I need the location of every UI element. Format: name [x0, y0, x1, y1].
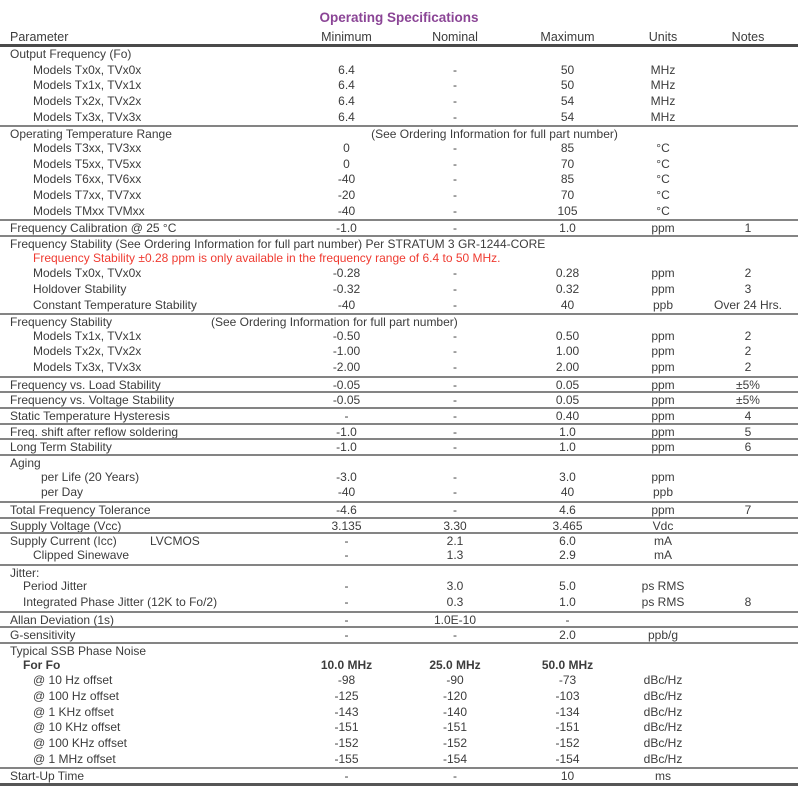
param-cell: Operating Temperature Range [10, 127, 172, 142]
min-cell: - [344, 548, 349, 562]
param-cell: Holdover Stability [33, 281, 127, 296]
units-cell: MHz [650, 93, 676, 108]
notes-cell: 1 [744, 221, 752, 236]
min-cell: - [344, 579, 349, 594]
nom-cell: - [453, 628, 457, 643]
table-row [0, 532, 798, 548]
min-cell: - [344, 409, 349, 424]
units-cell: ppm [651, 409, 675, 424]
param-cell: Models T3xx, TV3xx [33, 140, 142, 155]
nom-cell: - [453, 344, 457, 359]
section-row [0, 313, 798, 329]
param-cell: Frequency Calibration @ 25 °C [10, 221, 177, 236]
nom-cell: 2.1 [446, 534, 464, 549]
param-cell: Output Frequency (Fo) [10, 47, 132, 61]
min-cell: -125 [334, 688, 359, 703]
table-row [0, 266, 798, 282]
table-row [0, 110, 798, 126]
section-row [0, 642, 798, 658]
nom-cell: -151 [442, 720, 468, 735]
units-cell: ppm [651, 328, 675, 343]
table-row [0, 172, 798, 188]
units-cell: ppm [651, 503, 675, 518]
nom-cell: - [453, 62, 457, 77]
param-cell: Models T5xx, TV5xx [33, 156, 142, 171]
table-row [0, 720, 798, 736]
column-header-nominal: Nominal [432, 30, 478, 44]
column-header-notes: Notes [731, 30, 765, 44]
min-cell: -143 [334, 704, 359, 719]
max-cell: 40 [560, 297, 575, 312]
table-row [0, 157, 798, 173]
max-cell: 0.32 [555, 281, 580, 296]
nom-cell: -90 [446, 673, 464, 688]
min-cell: 6.4 [338, 109, 355, 124]
units-cell: ppb/g [647, 628, 679, 643]
units-cell: dBc/Hz [643, 673, 683, 688]
min-cell: -1.0 [336, 440, 357, 455]
min-cell: 6.4 [338, 62, 355, 77]
spanning-note: (See Ordering Information for full part number) [211, 315, 458, 330]
min-cell: -40 [337, 203, 356, 218]
max-cell: -151 [555, 720, 580, 735]
max-cell: 2.00 [555, 360, 580, 375]
min-cell: -20 [337, 187, 356, 202]
param-cell: @ 100 KHz offset [33, 735, 128, 750]
notes-cell: ±5% [736, 377, 760, 392]
table-row [0, 94, 798, 110]
nom-cell: - [453, 221, 457, 236]
param-cell: Constant Temperature Stability [33, 297, 197, 312]
param-cell: Frequency Stability [10, 315, 113, 330]
max-cell: 5.0 [559, 579, 576, 594]
nom-cell: - [453, 266, 457, 281]
table-row [0, 407, 798, 423]
table-row [0, 548, 798, 564]
param-cell: Models Tx1x, TVx1x [33, 78, 142, 93]
notes-cell: 4 [744, 409, 752, 424]
param-cell: Freq. shift after reflow soldering [10, 424, 179, 439]
nom-cell: - [453, 140, 457, 155]
table-row [0, 736, 798, 752]
param-cell: Models Tx0x, TVx0x [33, 62, 142, 77]
max-cell: 10 [560, 769, 575, 784]
units-cell: dBc/Hz [643, 751, 683, 766]
param-cell: Frequency Stability ±0.28 ppm is only available in the frequency range of 6.4 to 50 MHz. [33, 250, 501, 265]
table-row [0, 63, 798, 79]
nom-cell: - [453, 409, 457, 424]
nom-cell: - [453, 93, 457, 108]
table-row [0, 344, 798, 360]
nom-cell: -152 [442, 735, 468, 750]
min-cell: -1.00 [332, 344, 361, 359]
section-row [0, 47, 798, 63]
max-cell: -103 [555, 688, 580, 703]
param-cell: Supply Current (Icc) LVCMOS [10, 534, 200, 549]
nom-cell: - [453, 485, 457, 500]
param-cell: Aging [10, 456, 41, 471]
max-cell: 50 [560, 78, 575, 93]
table-body [0, 47, 798, 786]
max-cell: 1.00 [555, 344, 580, 359]
notes-cell: 6 [744, 440, 752, 455]
nom-cell: - [453, 424, 457, 439]
table-row [0, 188, 798, 204]
min-cell: -155 [334, 751, 359, 766]
notes-cell: 5 [744, 424, 752, 439]
units-cell: ppm [651, 393, 675, 408]
max-cell: 4.6 [559, 503, 576, 518]
max-cell: 70 [560, 187, 575, 202]
param-cell: Long Term Stability [10, 440, 112, 455]
nom-cell: - [453, 469, 457, 484]
min-cell: 10.0 MHz [320, 657, 373, 672]
min-cell: - [344, 769, 349, 784]
param-cell: Frequency Stability (See Ordering Information for full part number) Per STRATUM 3 GR-1244-CORE [10, 236, 546, 251]
param-cell: @ 10 Hz offset [33, 673, 113, 688]
nom-cell: - [453, 360, 457, 375]
units-cell: mA [654, 534, 672, 549]
max-cell: -152 [555, 735, 580, 750]
max-cell: 0.50 [555, 328, 580, 343]
param-cell: Models TMxx TVMxx [33, 203, 145, 218]
units-cell: ps RMS [641, 594, 685, 609]
min-cell: - [344, 628, 349, 643]
table-row [0, 391, 798, 407]
table-row [0, 360, 798, 376]
param-cell: Models Tx3x, TVx3x [33, 360, 142, 375]
units-cell: MHz [650, 62, 676, 77]
units-cell: dBc/Hz [643, 735, 683, 750]
notes-cell: 2 [744, 266, 752, 281]
table-row [0, 438, 798, 454]
nom-cell: -140 [442, 704, 468, 719]
nom-cell: - [453, 769, 457, 784]
units-cell: MHz [650, 109, 676, 124]
max-cell: 0.40 [555, 409, 580, 424]
min-cell: -1.0 [336, 221, 357, 236]
table-row [0, 626, 798, 642]
nom-cell: - [453, 377, 457, 392]
units-cell: Vdc [652, 518, 674, 533]
nom-cell: 3.30 [443, 518, 467, 533]
table-row [0, 78, 798, 94]
param-cell: Frequency vs. Load Stability [10, 377, 161, 392]
min-cell: 3.135 [331, 518, 362, 533]
table-row [0, 611, 798, 627]
max-cell: 1.0 [559, 424, 576, 439]
max-cell: 50 [560, 62, 575, 77]
units-cell: ppm [651, 360, 675, 375]
table-row [0, 658, 798, 674]
units-cell: °C [656, 156, 670, 171]
table-row [0, 141, 798, 157]
table-row [0, 579, 798, 595]
param-cell: @ 1 MHz offset [33, 751, 116, 766]
min-cell: -3.0 [336, 469, 357, 484]
nom-cell: - [453, 78, 457, 93]
notes-cell: 2 [744, 328, 752, 343]
param-cell: Models Tx2x, TVx2x [33, 344, 142, 359]
max-cell: 2.9 [559, 548, 576, 562]
param-cell: Allan Deviation (1s) [10, 612, 115, 627]
section-row [0, 564, 798, 580]
table-row [0, 752, 798, 768]
param-cell: Models T6xx, TV6xx [33, 172, 142, 187]
min-cell: -98 [337, 673, 356, 688]
table-row [0, 219, 798, 235]
min-cell: -2.00 [332, 360, 361, 375]
param-cell: Models Tx1x, TVx1x [33, 328, 142, 343]
param-cell: @ 10 KHz offset [33, 720, 121, 735]
nom-cell: 3.0 [446, 579, 464, 594]
max-cell: 54 [560, 93, 575, 108]
min-cell: -0.50 [332, 328, 361, 343]
min-cell: -151 [334, 720, 359, 735]
max-cell: 0.28 [555, 266, 580, 281]
column-header-units: Units [648, 30, 678, 44]
nom-cell: - [453, 156, 457, 171]
nom-cell: - [453, 109, 457, 124]
units-cell: ms [655, 769, 671, 784]
nom-cell: 0.3 [446, 594, 464, 609]
units-cell: ppb [652, 485, 674, 500]
param-cell: For Fo [23, 657, 61, 672]
nom-cell: -154 [442, 751, 468, 766]
nom-cell: - [453, 503, 457, 518]
nom-cell: 1.0E-10 [433, 612, 477, 627]
max-cell: 0.05 [555, 377, 580, 392]
units-cell: ppm [651, 281, 675, 296]
nom-cell: - [453, 172, 457, 187]
table-row [0, 423, 798, 439]
units-cell: mA [654, 548, 672, 562]
param-cell: Models T7xx, TV7xx [33, 187, 142, 202]
table-row [0, 251, 798, 267]
param-cell: @ 1 KHz offset [33, 704, 114, 719]
table-row [0, 595, 798, 611]
min-cell: - [344, 534, 349, 549]
min-cell: 6.4 [338, 78, 355, 93]
max-cell: -154 [555, 751, 580, 766]
min-cell: -0.32 [332, 281, 361, 296]
param-cell: @ 100 Hz offset [33, 688, 120, 703]
units-cell: ppm [651, 424, 675, 439]
table-header [0, 28, 798, 47]
max-cell: 40 [560, 485, 575, 500]
max-cell: 0.05 [555, 393, 580, 408]
param-cell: Integrated Phase Jitter (12K to Fo/2) [23, 594, 218, 609]
nom-cell: - [453, 203, 457, 218]
param-cell: Start-Up Time [10, 769, 85, 784]
table-row [0, 501, 798, 517]
units-cell: °C [656, 140, 670, 155]
max-cell: - [565, 612, 570, 627]
nom-cell: - [453, 440, 457, 455]
notes-cell: 7 [744, 503, 752, 518]
units-cell: ppm [651, 469, 675, 484]
nom-cell: - [453, 393, 457, 408]
max-cell: 105 [557, 203, 578, 218]
min-cell: -4.6 [336, 503, 357, 518]
max-cell: 1.0 [559, 594, 576, 609]
max-cell: -134 [555, 704, 580, 719]
notes-cell: ±5% [736, 393, 760, 408]
min-cell: -152 [334, 735, 359, 750]
nom-cell: 25.0 MHz [429, 657, 481, 672]
notes-cell: Over 24 Hrs. [713, 297, 782, 312]
param-cell: Total Frequency Tolerance [10, 503, 151, 518]
table-row [0, 673, 798, 689]
param-cell: per Life (20 Years) [41, 469, 140, 484]
param-cell: G-sensitivity [10, 628, 76, 643]
nom-cell: - [453, 281, 457, 296]
param-cell: Period Jitter [23, 579, 88, 594]
nom-cell: - [453, 297, 457, 312]
units-cell: ppm [651, 440, 675, 455]
units-cell: dBc/Hz [643, 720, 683, 735]
max-cell: 2.0 [559, 628, 576, 643]
notes-cell: 2 [744, 344, 752, 359]
min-cell: - [344, 594, 349, 609]
notes-cell: 2 [744, 360, 752, 375]
max-cell: -73 [558, 673, 577, 688]
min-cell: -0.05 [332, 393, 361, 408]
nom-cell: 1.3 [446, 548, 464, 562]
table-row [0, 689, 798, 705]
page-title: Operating Specifications [319, 10, 479, 25]
min-cell: 0 [343, 156, 350, 171]
min-cell: -1.0 [336, 424, 357, 439]
section-row [0, 454, 798, 470]
table-row [0, 517, 798, 533]
units-cell: °C [656, 172, 670, 187]
units-cell: ppm [651, 377, 675, 392]
units-cell: dBc/Hz [643, 688, 683, 703]
max-cell: 3.0 [559, 469, 576, 484]
section-row [0, 125, 798, 141]
min-cell: 6.4 [338, 93, 355, 108]
max-cell: 54 [560, 109, 575, 124]
max-cell: 85 [560, 172, 575, 187]
units-cell: MHz [650, 78, 676, 93]
max-cell: 1.0 [559, 221, 576, 236]
units-cell: °C [656, 187, 670, 202]
nom-cell: - [453, 187, 457, 202]
column-header-parameter: Parameter [10, 30, 69, 44]
param-cell: Static Temperature Hysteresis [10, 409, 170, 424]
param-secondary-label: LVCMOS [150, 534, 200, 549]
table-row [0, 767, 798, 783]
table-row [0, 485, 798, 501]
min-cell: -0.05 [332, 377, 361, 392]
max-cell: 50.0 MHz [541, 657, 594, 672]
section-row [0, 235, 798, 251]
min-cell: -40 [337, 297, 356, 312]
max-cell: 3.465 [552, 518, 583, 533]
table-row [0, 470, 798, 486]
max-cell: 6.0 [559, 534, 576, 549]
min-cell: -40 [337, 485, 356, 500]
param-cell: Models Tx3x, TVx3x [33, 109, 142, 124]
units-cell: °C [656, 203, 670, 218]
nom-cell: - [453, 328, 457, 343]
param-cell: per Day [41, 485, 84, 500]
param-cell: Supply Voltage (Vcc) [10, 518, 122, 533]
param-cell: Jitter: [10, 565, 40, 580]
table-row [0, 329, 798, 345]
table-row [0, 282, 798, 298]
min-cell: -40 [337, 172, 356, 187]
units-cell: ppm [651, 344, 675, 359]
param-cell: Clipped Sinewave [33, 548, 130, 562]
nom-cell: -120 [442, 688, 468, 703]
param-cell: Frequency vs. Voltage Stability [10, 393, 175, 408]
param-cell: Models Tx2x, TVx2x [33, 93, 142, 108]
column-header-maximum: Maximum [540, 30, 595, 44]
spanning-note: (See Ordering Information for full part number) [371, 127, 618, 142]
notes-cell: 3 [744, 281, 752, 296]
table-row [0, 705, 798, 721]
table-row [0, 376, 798, 392]
units-cell: ps RMS [641, 579, 685, 594]
table-row [0, 204, 798, 220]
param-cell: Typical SSB Phase Noise [10, 643, 147, 658]
units-cell: ppb [652, 297, 674, 312]
max-cell: 85 [560, 140, 575, 155]
units-cell: ppm [651, 221, 675, 236]
max-cell: 70 [560, 156, 575, 171]
min-cell: -0.28 [332, 266, 361, 281]
units-cell: ppm [651, 266, 675, 281]
min-cell: - [344, 612, 349, 627]
table-row [0, 298, 798, 314]
max-cell: 1.0 [559, 440, 576, 455]
param-cell: Models Tx0x, TVx0x [33, 266, 142, 281]
units-cell: dBc/Hz [643, 704, 683, 719]
column-header-minimum: Minimum [321, 30, 372, 44]
min-cell: 0 [343, 140, 350, 155]
notes-cell: 8 [744, 594, 752, 609]
